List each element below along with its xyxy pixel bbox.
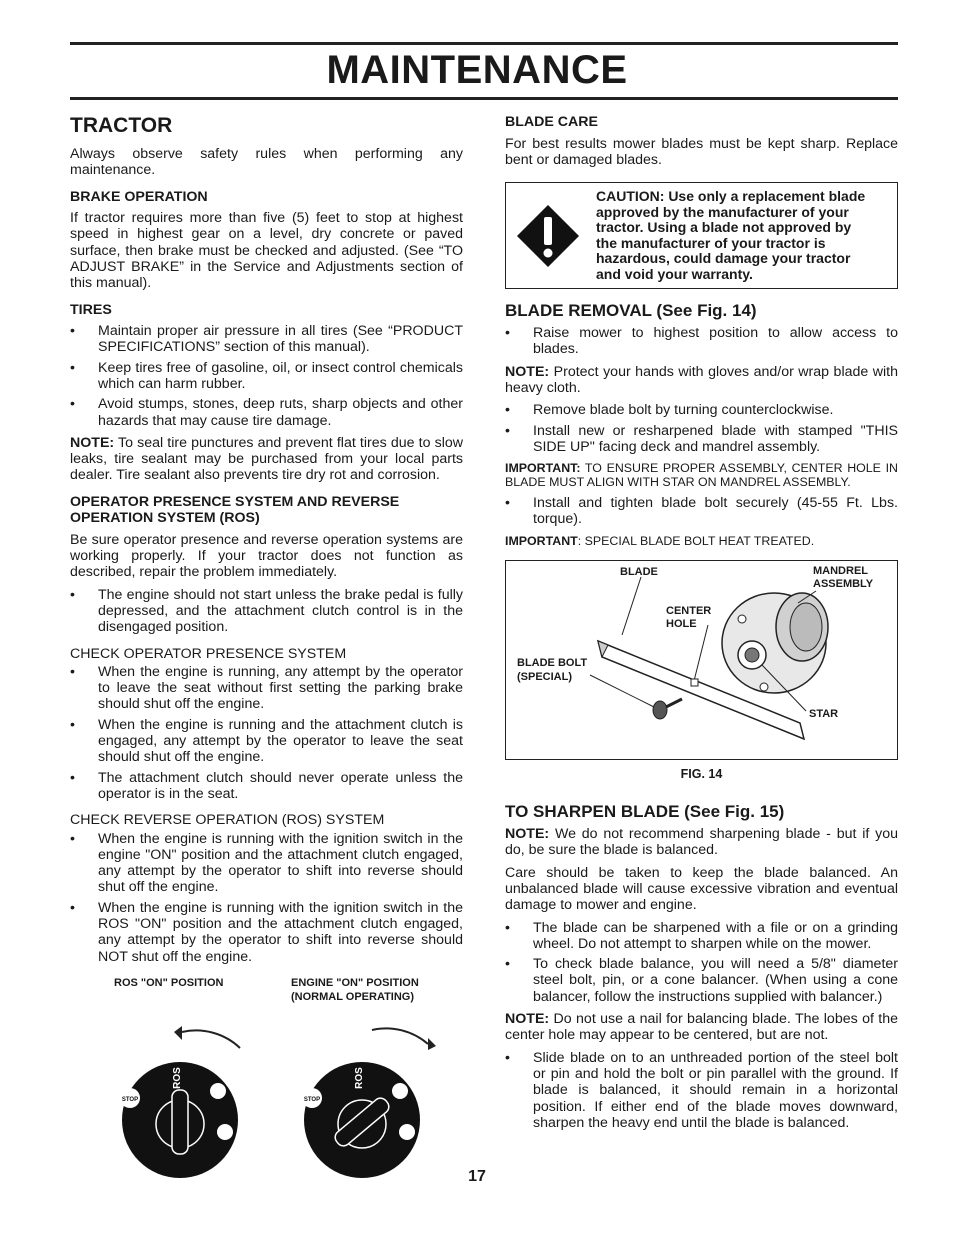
removal-list-2 — [505, 402, 898, 455]
list-item: • When the engine is running with the ignition switch in the ROS "ON" position and the attachment clutch engaged, any attempt by the operator to shift into reverse should NOT shut off the engine. — [70, 900, 463, 965]
important-label: IMPORTANT: — [505, 461, 581, 476]
list-item: • The engine should not start unless the brake pedal is fully depressed, and the attachment clutch control is in the disengaged position. — [70, 587, 463, 636]
right-column — [505, 112, 898, 1137]
blade-removal-heading: BLADE REMOVAL (See Fig. 14) — [505, 301, 757, 321]
mandrel-label-1: MANDREL — [813, 564, 868, 577]
mandrel-label-2: ASSEMBLY — [813, 577, 874, 590]
tires-list — [70, 323, 463, 429]
blade-bolt-label-2: (SPECIAL) — [517, 670, 572, 683]
note-label: NOTE: — [505, 826, 550, 843]
list-item: • To check blade balance, you will need a 5/8" diameter steel bolt, pin, or a cone balancer. (When using a cone balancer, follow the instructions supplied with balancer.) — [505, 956, 898, 1005]
ops-list-3 — [70, 831, 463, 965]
sharpen-text: Care should be taken to keep the blade balanced. An unbalanced blade will cause excessive vibration and eventual damage to mower and engine. — [505, 864, 898, 914]
engine-knob-diagram — [280, 1020, 460, 1180]
ros-marker: ROS — [172, 1067, 183, 1089]
removal-list-1 — [505, 325, 898, 358]
note-label: NOTE: — [505, 363, 550, 380]
list-item: • When the engine is running and the attachment clutch is engaged, any attempt by the operator to leave the seat should shut off the engine. — [70, 717, 463, 766]
brake-heading: BRAKE OPERATION — [70, 188, 208, 205]
engine-position-label-1: ENGINE "ON" POSITION — [291, 977, 419, 989]
important-note-2 — [505, 534, 898, 548]
tires-heading: TIRES — [70, 301, 112, 318]
stop-marker: STOP — [303, 1097, 321, 1103]
page-title: MAINTENANCE — [326, 48, 628, 92]
ops-list-2 — [70, 664, 463, 802]
blade-care-heading: BLADE CARE — [505, 114, 599, 130]
note-text: Do not use a nail for balancing blade. The lobes of the center hole may appear to be centered, but are not. — [505, 1011, 898, 1044]
ros-marker: ROS — [354, 1067, 365, 1089]
list-item: • Install new or resharpened blade with stamped "THIS SIDE UP" facing deck and mandrel assembly. — [505, 423, 898, 456]
engine-position-label-2: (NORMAL OPERATING) — [291, 991, 415, 1003]
sharpen-list-1 — [505, 920, 898, 1005]
sharpen-note-2 — [505, 1011, 898, 1044]
blade-care-text: For best results mower blades must be kept sharp. Replace bent or damaged blades. — [505, 135, 898, 168]
ros-position-label: ROS "ON" POSITION — [114, 977, 224, 989]
tires-note — [70, 435, 463, 484]
brake-text: If tractor requires more than five (5) feet to stop at highest speed in highest gear on a level, dry concrete or paved surface, then brake must be checked and adjusted. (See “TO ADJUST BRAKE” in the Service and Adjustments section of this manual). — [70, 210, 463, 292]
list-item: • Raise mower to highest position to allow access to blades. — [505, 325, 898, 358]
list-item: • Maintain proper air pressure in all tires (See “PRODUCT SPECIFICATIONS” section of this manual). — [70, 323, 463, 356]
list-item: • Avoid stumps, stones, deep ruts, sharp objects and other hazards that may cause tire damage. — [70, 396, 463, 429]
list-item: • Install and tighten blade bolt securely (45-55 Ft. Lbs. torque). — [505, 495, 898, 528]
ops-heading: OPERATOR PRESENCE SYSTEM AND REVERSE OPERATION SYSTEM (ROS) — [70, 493, 400, 527]
note-text: To seal tire punctures and prevent flat tires due to slow leaks, tire sealant may be purchased from your local parts dealer. Tire sealant also prevents tire dry rot and corrosion. — [70, 434, 463, 484]
important-label: IMPORTANT — [505, 533, 578, 548]
title-rule — [70, 97, 898, 100]
list-item: • Remove blade bolt by turning counterclockwise. — [505, 402, 898, 418]
important-text: : SPECIAL BLADE BOLT HEAT TREATED. — [577, 533, 815, 548]
stop-marker: STOP — [121, 1097, 139, 1103]
ignition-figures — [70, 975, 463, 1165]
important-note-1 — [505, 461, 898, 489]
left-column — [70, 112, 463, 971]
check-reverse-operation: CHECK REVERSE OPERATION (ROS) SYSTEM — [70, 812, 385, 829]
note-label: NOTE: — [505, 1011, 550, 1028]
note-text: Protect your hands with gloves and/or wrap blade with heavy cloth. — [505, 363, 898, 396]
tractor-heading: TRACTOR — [70, 114, 173, 137]
caution-text: CAUTION: Use only a replacement blade approved by the manufacturer of your tractor. Using a blade not approved by the manufacturer of your tractor is hazardous, could damage your tractor and void your warranty. — [596, 188, 866, 282]
list-item: • The attachment clutch should never operate unless the operator is in the seat. — [70, 770, 463, 803]
removal-list-3 — [505, 495, 898, 528]
note-text: We do not recommend sharpening blade - but if you do, be sure the blade is balanced. — [505, 826, 898, 859]
list-item: • Slide blade on to an unthreaded portion of the steel bolt or pin and hold the bolt or pin parallel with the ground. If blade is balanced, it should remain in a horizontal position. If either end of the blade moves downward, sharpen the heavy end until the blade is balanced. — [505, 1050, 898, 1131]
center-hole-label-1: CENTER — [666, 604, 712, 617]
ops-list-1 — [70, 587, 463, 636]
star-label: STAR — [809, 707, 839, 720]
figure-14-caption: FIG. 14 — [680, 766, 723, 781]
check-operator-presence: CHECK OPERATOR PRESENCE SYSTEM — [70, 645, 347, 662]
warning-icon — [514, 202, 582, 270]
list-item: • Keep tires free of gasoline, oil, or insect control chemicals which can harm rubber. — [70, 360, 463, 393]
intro-text: Always observe safety rules when performing any maintenance. — [70, 146, 463, 179]
top-rule — [70, 42, 898, 45]
important-text: TO ENSURE PROPER ASSEMBLY, CENTER HOLE IN BLADE MUST ALIGN WITH STAR ON MANDREL ASSEMBLY. — [505, 461, 898, 490]
center-hole-label-2: HOLE — [666, 617, 697, 630]
note-label: NOTE: — [70, 434, 115, 451]
sharpen-note-1 — [505, 826, 898, 859]
sharpen-heading: TO SHARPEN BLADE (See Fig. 15) — [505, 802, 785, 822]
ops-text: Be sure operator presence and reverse operation systems are working properly. If your tractor does not function as described, repair the problem immediately. — [70, 531, 463, 581]
blade-bolt-label-1: BLADE BOLT — [517, 656, 588, 669]
blade-label: BLADE — [620, 565, 658, 578]
figure-14 — [505, 560, 898, 760]
caution-box — [505, 182, 898, 289]
list-item: • When the engine is running with the ignition switch in the engine "ON" position and the attachment clutch engaged, any attempt by the operator to shift into reverse should shut off the engine. — [70, 831, 463, 896]
ros-knob-diagram — [100, 1020, 280, 1180]
sharpen-list-2 — [505, 1050, 898, 1131]
removal-note — [505, 364, 898, 397]
list-item: • The blade can be sharpened with a file or on a grinding wheel. Do not attempt to sharpen while on the mower. — [505, 920, 898, 953]
list-item: • When the engine is running, any attempt by the operator to leave the seat without first setting the parking brake should shut off the engine. — [70, 664, 463, 713]
page-number: 17 — [468, 1168, 486, 1185]
